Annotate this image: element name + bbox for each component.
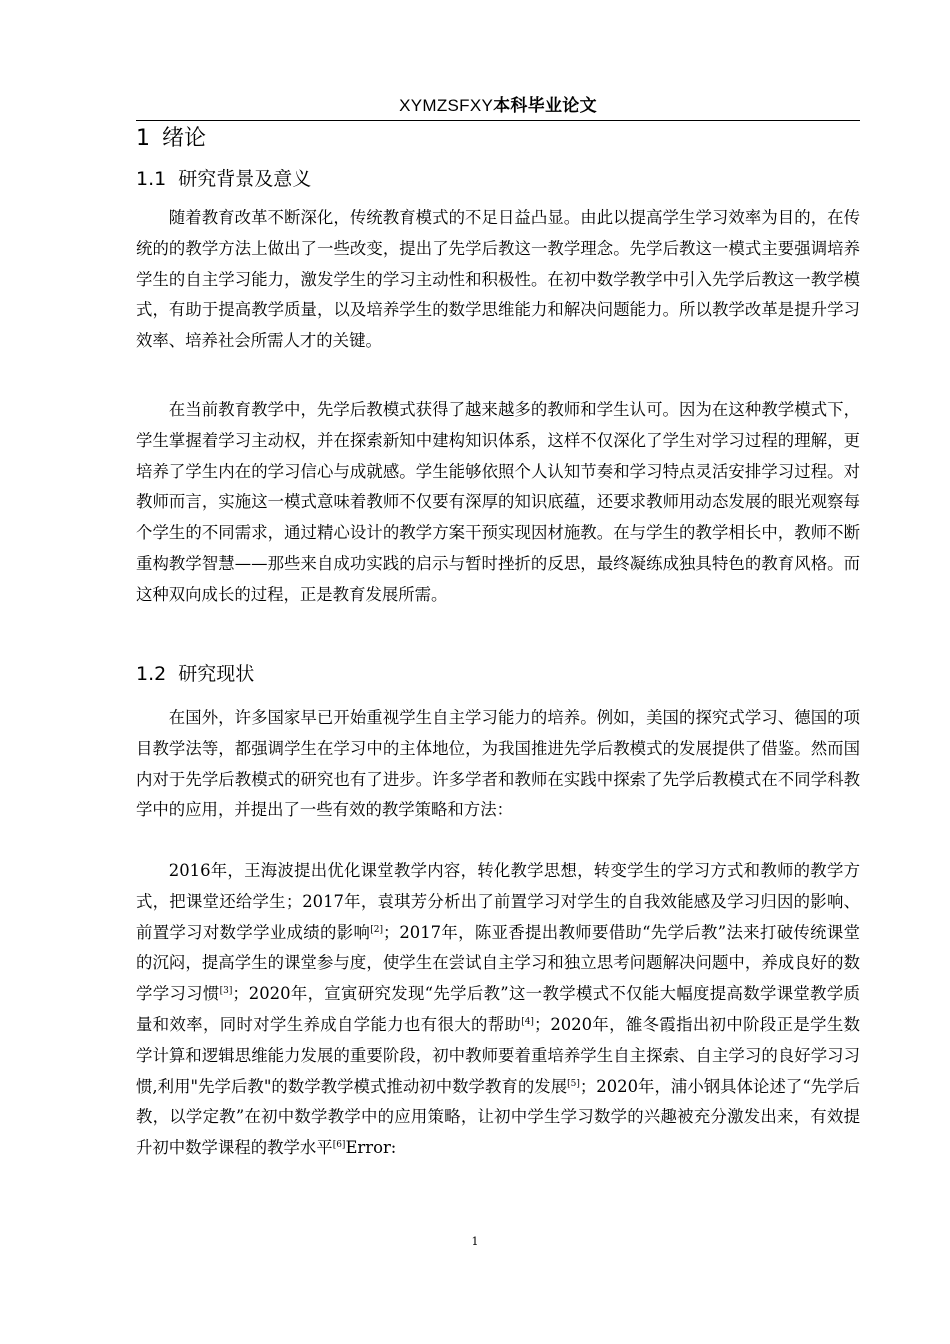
text-run: Error: — [345, 1138, 397, 1158]
section-title: 研究现状 — [178, 663, 255, 685]
paragraph-status-2 — [136, 856, 860, 1164]
header-rule — [136, 120, 860, 121]
text-run: ；2017年，陈亚香提出教师要借助“先学后教”法来打破传统课堂的沉闷，提高学生的课堂参与度，使学生在尝试自主学习和独立思考问题解决问题中，养成良好的数学学习习惯 — [136, 922, 860, 1004]
section-title: 研究背景及意义 — [178, 168, 312, 190]
chapter-number: 1 — [136, 126, 150, 151]
citation-ref: [5] — [567, 1078, 580, 1089]
section-heading-1-2 — [136, 657, 254, 691]
citation-ref: [6] — [332, 1140, 346, 1151]
paragraph-status-1: 在国外，许多国家早已开始重视学生自主学习能力的培养。例如，美国的探究式学习、德国的项目教学法等，都强调学生在学习中的主体地位，为我国推进先学后教模式的发展提供了借鉴。然而国内对于先学后教模式的研究也有了进步。许多学者和教师在实践中探索了先学后教模式在不同学科教学中的应用，并提出了一些有效的教学策略和方法： — [136, 708, 860, 820]
chapter-heading — [136, 120, 206, 158]
paragraph-background-1: 随着教育改革不断深化，传统教育模式的不足日益凸显。由此以提高学生学习效率为目的，在传统的的教学方法上做出了一些改变，提出了先学后教这一教学理念。先学后教这一模式主要强调培养学生的自主学习能力，激发学生的学习主动性和积极性。在初中数学教学中引入先学后教这一教学模式，有助于提高教学质量，以及培养学生的数学思维能力和解决问题能力。所以教学改革是提升学习效率、培养社会所需人才的关键。 — [136, 208, 860, 351]
citation-ref: [3] — [219, 986, 233, 997]
citation-ref: [4] — [521, 1016, 534, 1027]
text-run: 2016年，王海波提出优化课堂教学内容，转化教学思想，转变学生的学习方式和教师的教学方式，把课堂还给学生；2017年，袁琪芳分析出了前置学习对学生的自我效能感及学习归因的影响、前置学习对数学学业成绩的影响 — [136, 861, 860, 942]
text-run: ；2020年，宣寅研究发现“先学后教”这一教学模式不仅能大幅度提高数学课堂教学质量和效率，同时对学生养成自学能力也有很大的帮助 — [136, 984, 860, 1034]
running-header — [136, 92, 860, 120]
page-number: 1 — [471, 1235, 479, 1248]
section-heading-1-1 — [136, 162, 311, 196]
text-run: ；2020年，雒冬霞指出初中阶段正是学生数学计算和逻辑思维能力发展的重要阶段，初中教师要着重培养学生自主探索、自主学习的良好学习习惯,利用"先学后教"的数学教学模式推动初中数学教育的发展 — [136, 1014, 860, 1096]
header-thesis-label: 本科毕业论文 — [493, 96, 597, 116]
section-number: 1.2 — [136, 663, 167, 685]
text-run: ；2020年，浦小钢具体论述了“先学后教，以学定教”在初中数学教学中的应用策略，让初中学生学习数学的兴趣被充分激发出来，有效提升初中数学课程的教学水平 — [136, 1076, 860, 1158]
header-school-code: XYMZSFXY — [399, 96, 494, 115]
chapter-title: 绪论 — [162, 126, 207, 151]
paragraph-background-2: 在当前教育教学中，先学后教模式获得了越来越多的教师和学生认可。因为在这种教学模式下，学生掌握着学习主动权，并在探索新知中建构知识体系，这样不仅深化了学生对学习过程的理解，更培养了学生内在的学习信心与成就感。学生能够依照个人认知节奏和学习特点灵活安排学习过程。对教师而言，实施这一模式意味着教师不仅要有深厚的知识底蕴，还要求教师用动态发展的眼光观察每个学生的不同需求，通过精心设计的教学方案干预实现因材施教。在与学生的教学相长中，教师不断重构教学智慧——那些来自成功实践的启示与暂时挫折的反思，最终凝练成独具特色的教育风格。而这种双向成长的过程，正是教育发展所需。 — [136, 400, 860, 604]
citation-ref: [2] — [370, 924, 383, 935]
section-number: 1.1 — [136, 168, 167, 190]
